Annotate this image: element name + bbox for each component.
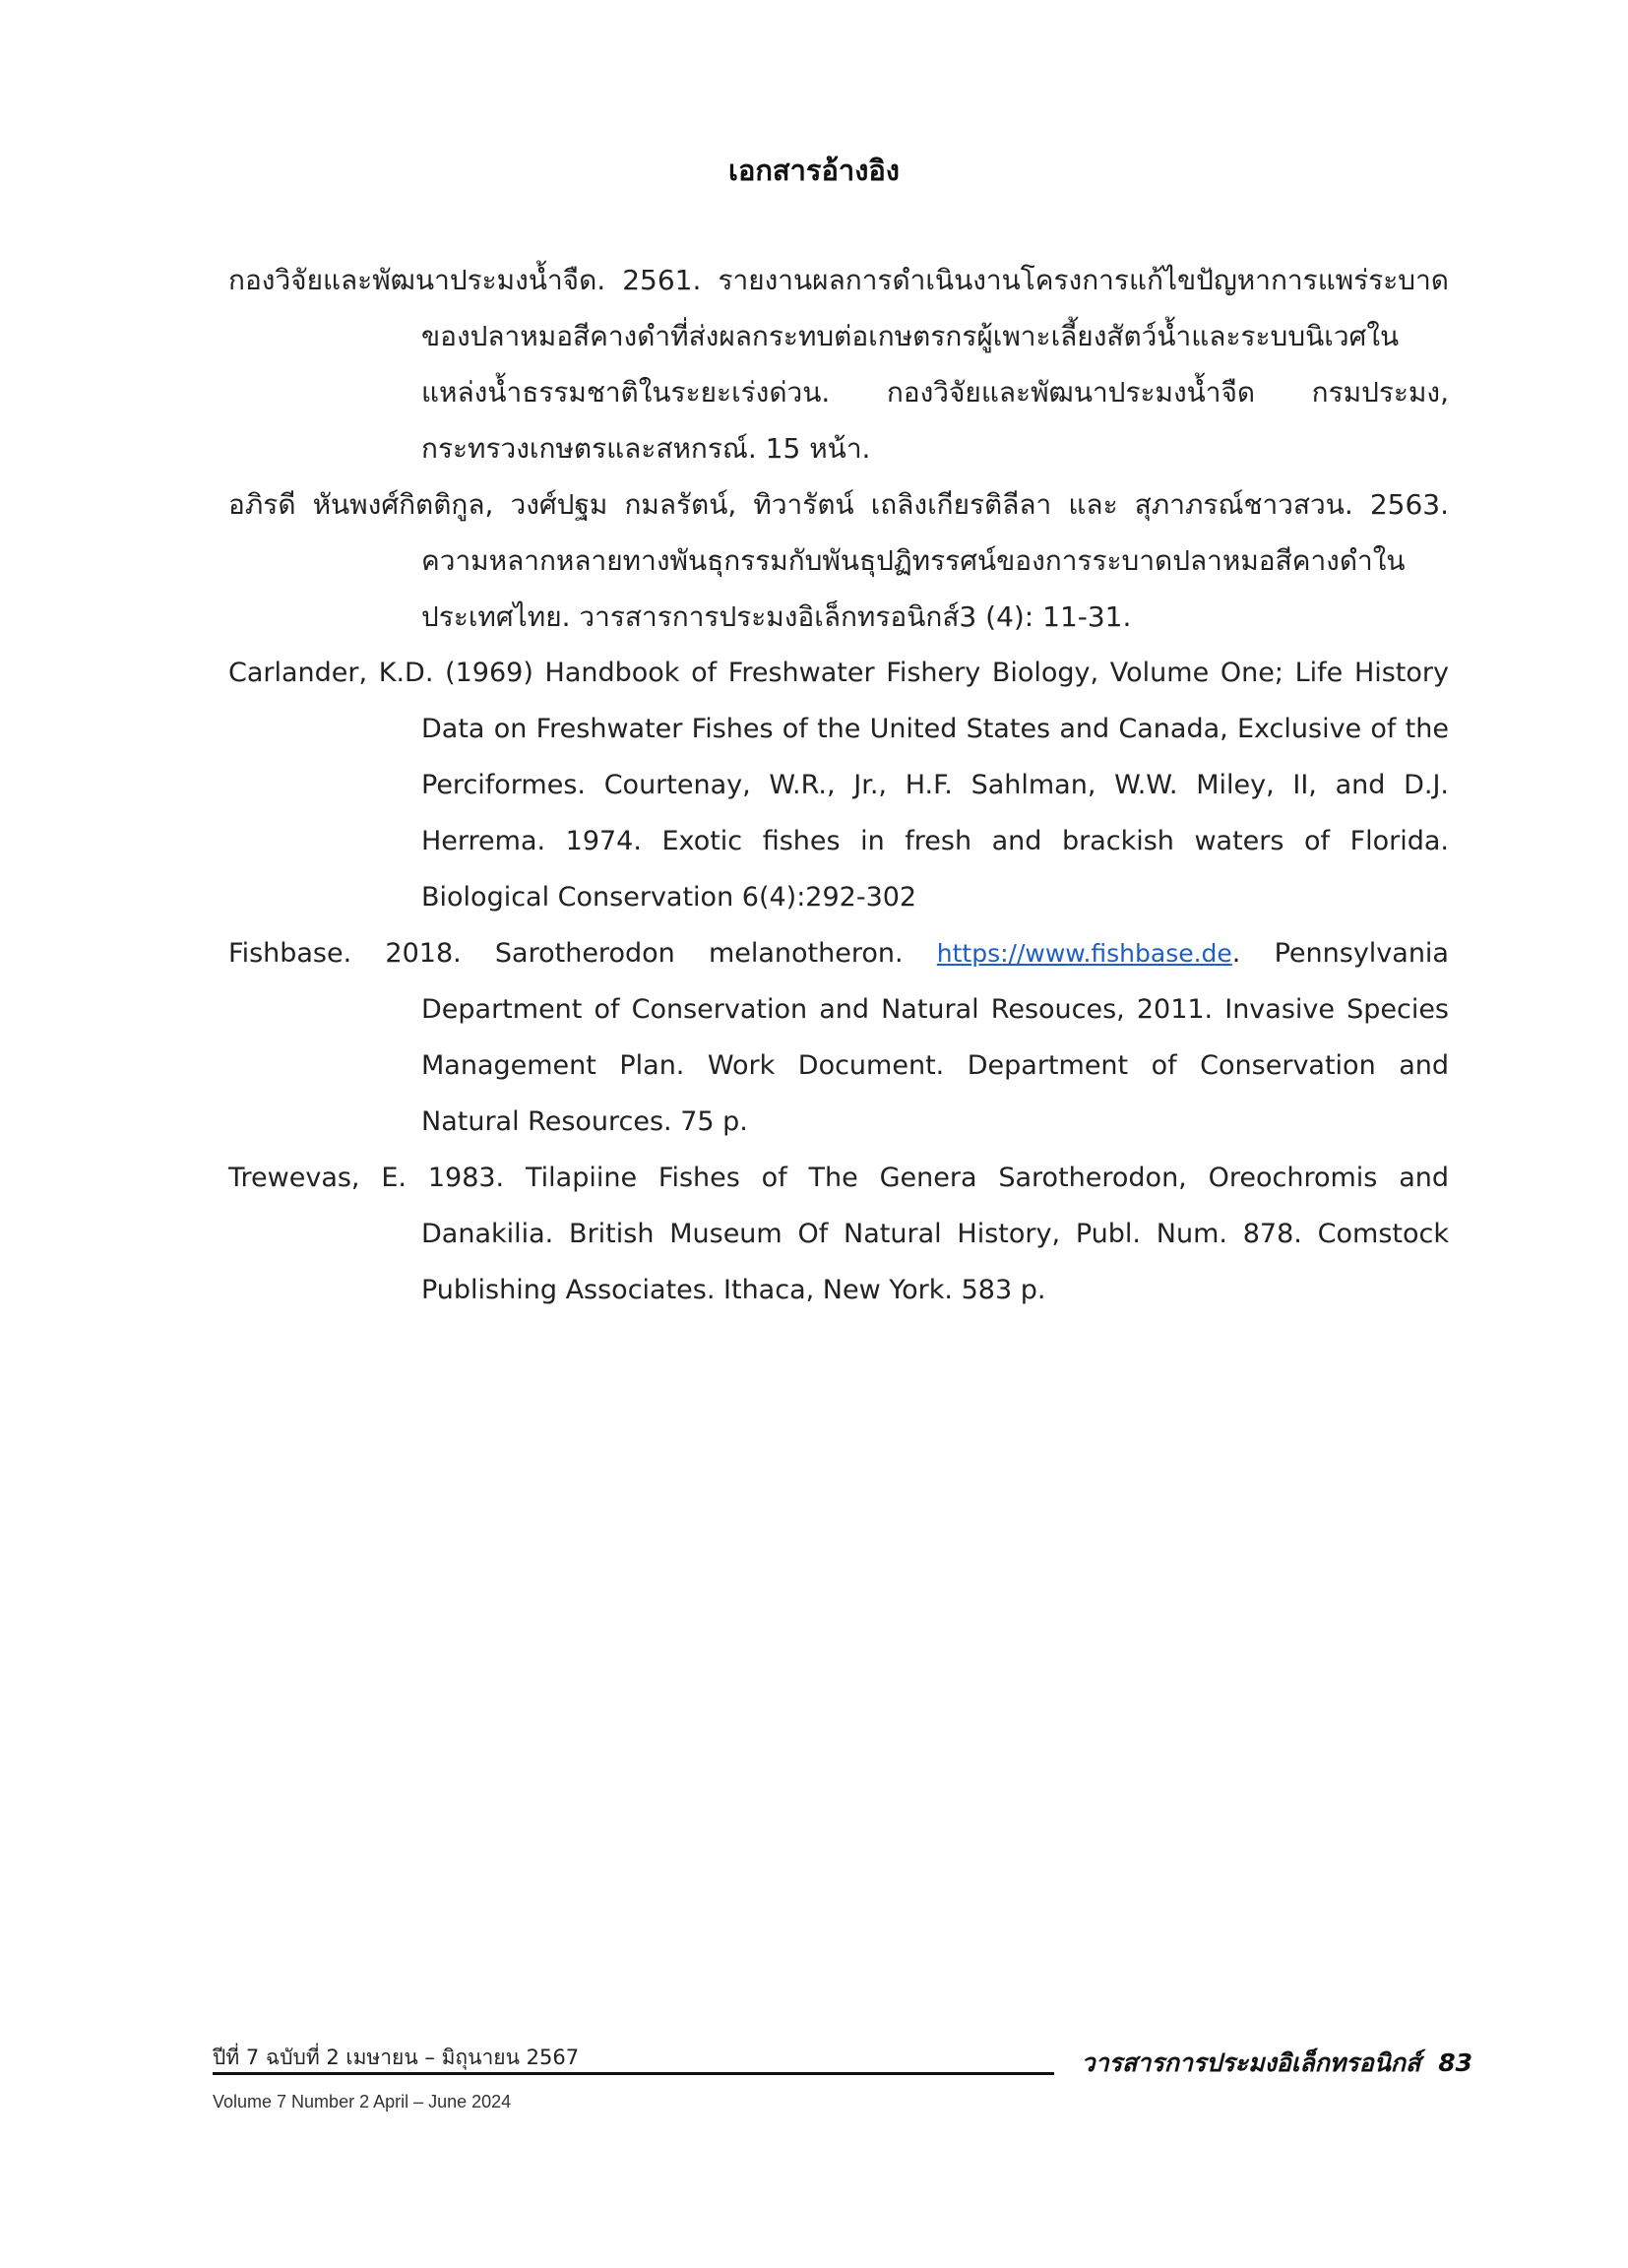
footer-issue-english: Volume 7 Number 2 April – June 2024 — [213, 2092, 512, 2111]
reference-entry-4 — [228, 925, 1449, 1150]
reference-entry-4-text-end: . Pennsylvania Department of Conservation and Natural Resouces, 2011. Invasive Species Management Plan. Work Document. Department of Conservation and Natural Resources. 75 p. — [421, 938, 1449, 1137]
reference-list — [228, 252, 1449, 1318]
reference-entry-1: กองวิจัยและพัฒนาประมงน้ำจืด. 2561. รายงานผลการดำเนินงานโครงการแก้ไขปัญหาการแพร่ระบาดของปลาหมอสีคางดำที่ส่งผลกระทบต่อเกษตรกรผู้เพาะเลี้ยงสัตว์น้ำและระบบนิเวศในแหล่งน้ำธรรมชาติในระยะเร่งด่วน. กองวิจัยและพัฒนาประมงน้ำจืด กรมประมง, กระทรวงเกษตรและสหกรณ์. 15 หน้า. — [228, 264, 1449, 465]
reference-entry-3: Carlander, K.D. (1969) Handbook of Freshwater Fishery Biology, Volume One; Life History Data on Freshwater Fishes of the United States and Canada, Exclusive of the Perciformes. Courtenay, W.R., Jr., H.F. Sahlman, W.W. Miley, II, and D.J. Herrema. 1974. Exotic fishes in fresh and brackish waters of Florida. Biological Conservation 6(4):292-302 — [228, 658, 1449, 913]
page-title: เอกสารอ้างอิง — [728, 154, 900, 187]
footer-journal-name: วารสารการประมงอิเล็กทรอนิกส์ — [1081, 2048, 1421, 2077]
fishbase-link[interactable]: https://www.fishbase.de — [936, 939, 1232, 968]
footer-divider — [213, 2072, 1054, 2075]
reference-entry-4-text-start: Fishbase. 2018. Sarotherodon melanotheron. — [228, 938, 937, 969]
reference-entry-5: Trewevas, E. 1983. Tilapiine Fishes of The Genera Sarotherodon, Oreochromis and Danakilia. British Museum Of Natural History, Publ. Num. 878. Comstock Publishing Associates. Ithaca, New York. 583 p. — [228, 1163, 1449, 1305]
reference-entry-2: อภิรดี หันพงศ์กิตติกูล, วงศ์ปฐม กมลรัตน์, ทิวารัตน์ เถลิงเกียรติลีลา และ สุภาภรณ์ชาวสวน. 2563. ความหลากหลายทางพันธุกรรมกับพันธุปฏิทรรศน์ของการระบาดปลาหมอสีคางดำในประเทศไทย. วารสารการประมงอิเล็กทรอนิกส์3 (4): 11-31. — [228, 488, 1449, 633]
footer-journal — [1082, 2044, 1472, 2083]
footer-issue-thai: ปีที่ 7 ฉบับที่ 2 เมษายน – มิถุนายน 2567 — [213, 2046, 580, 2069]
page-number: 83 — [1438, 2048, 1472, 2077]
